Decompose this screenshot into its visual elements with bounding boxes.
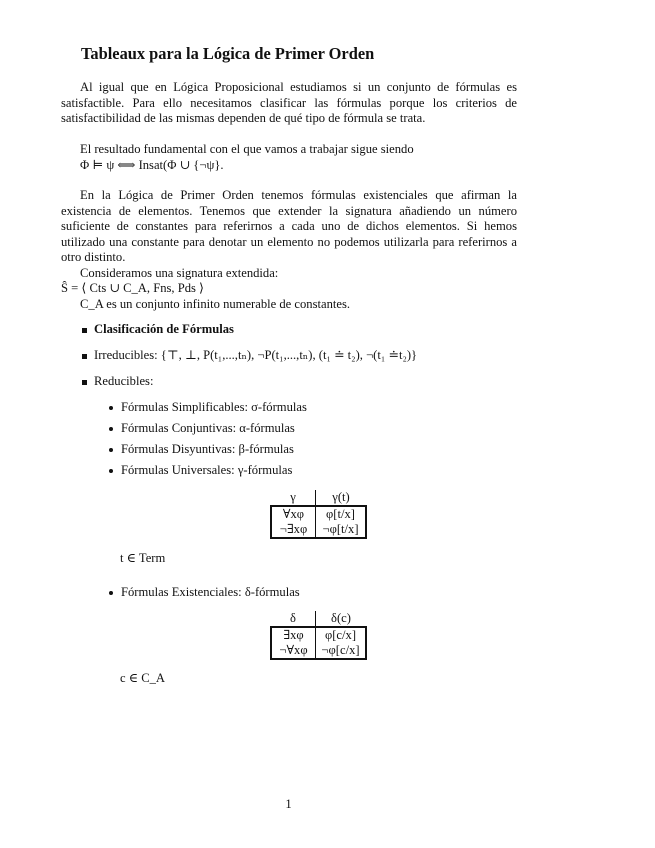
paragraph-signature-ca: C_A es un conjunto infinito numerable de constantes. (80, 297, 351, 311)
paragraph-result-formula: Φ ⊨ ψ ⟺ Insat(Φ ∪ {¬ψ}. (80, 158, 224, 172)
delta-table-cell: φ[c/x] (316, 627, 367, 643)
paragraph-signature-line1: Consideramos una signatura extendida: (80, 266, 279, 280)
gamma-table-cell: φ[t/x] (316, 506, 367, 522)
square-bullet-icon (82, 380, 87, 385)
paragraph-existential: En la Lógica de Primer Orden tenemos fórmulas existenciales que afirman la existencia de elementos. Tenemos que extender la signatura añadiendo un número suficiente de constantes para referirnos a cada uno de dichos elementos. Si hemos utilizado una constante para denotar un elemento no podemos utilizarla para referirnos a otro distinto. (61, 188, 517, 265)
gamma-note: t ∈ Term (120, 551, 166, 565)
bullet-irreducibles: Irreducibles: {⊤, ⊥, P(t₁,...,tₙ), ¬P(t₁,...,tₙ), (t₁ ≐ t₂), ¬(t₁ ≐t₂)} (94, 348, 418, 362)
gamma-table-cell: ∀xφ (271, 506, 316, 522)
gamma-table-cell: ¬φ[t/x] (316, 522, 367, 538)
section-title: Tableaux para la Lógica de Primer Orden (81, 44, 375, 63)
delta-table (270, 611, 367, 660)
square-bullet-icon (82, 328, 87, 333)
subitem-alpha: Fórmulas Conjuntivas: α-fórmulas (121, 421, 295, 435)
bullet-reducibles: Reducibles: (94, 374, 154, 388)
gamma-table-header: γ(t) (316, 490, 367, 506)
delta-table-header: δ(c) (316, 611, 367, 627)
page-number: 1 (285, 797, 292, 811)
paragraph-intro: Al igual que en Lógica Proposicional estudiamos si un conjunto de fórmulas es satisfactible. Para ello necesitamos clasificar las fórmulas porque los criterios de satisfactibilidad de las mismas dependen de qué tipo de fórmula se trata. (61, 80, 517, 126)
paragraph-result-line1: El resultado fundamental con el que vamos a trabajar sigue siendo (80, 142, 414, 156)
delta-table-header: δ (271, 611, 316, 627)
delta-table-cell: ∃xφ (271, 627, 316, 643)
subitem-beta: Fórmulas Disyuntivas: β-fórmulas (121, 442, 294, 456)
subitem-delta: Fórmulas Existenciales: δ-fórmulas (121, 585, 300, 599)
dot-bullet-icon (109, 469, 113, 473)
gamma-table-cell: ¬∃xφ (271, 522, 316, 538)
paragraph-signature-formula: Ŝ = ⟨ Cts ∪ C_A, Fns, Pds ⟩ (61, 281, 204, 295)
bullet-clasificacion: Clasificación de Fórmulas (94, 322, 234, 336)
delta-table-cell: ¬φ[c/x] (316, 643, 367, 659)
delta-table-cell: ¬∀xφ (271, 643, 316, 659)
delta-note: c ∈ C_A (120, 671, 166, 685)
subitem-sigma: Fórmulas Simplificables: σ-fórmulas (121, 400, 307, 414)
dot-bullet-icon (109, 406, 113, 410)
dot-bullet-icon (109, 591, 113, 595)
square-bullet-icon (82, 354, 87, 359)
subitem-gamma: Fórmulas Universales: γ-fórmulas (121, 463, 293, 477)
dot-bullet-icon (109, 448, 113, 452)
gamma-table-header: γ (271, 490, 316, 506)
gamma-table (270, 490, 367, 539)
dot-bullet-icon (109, 427, 113, 431)
